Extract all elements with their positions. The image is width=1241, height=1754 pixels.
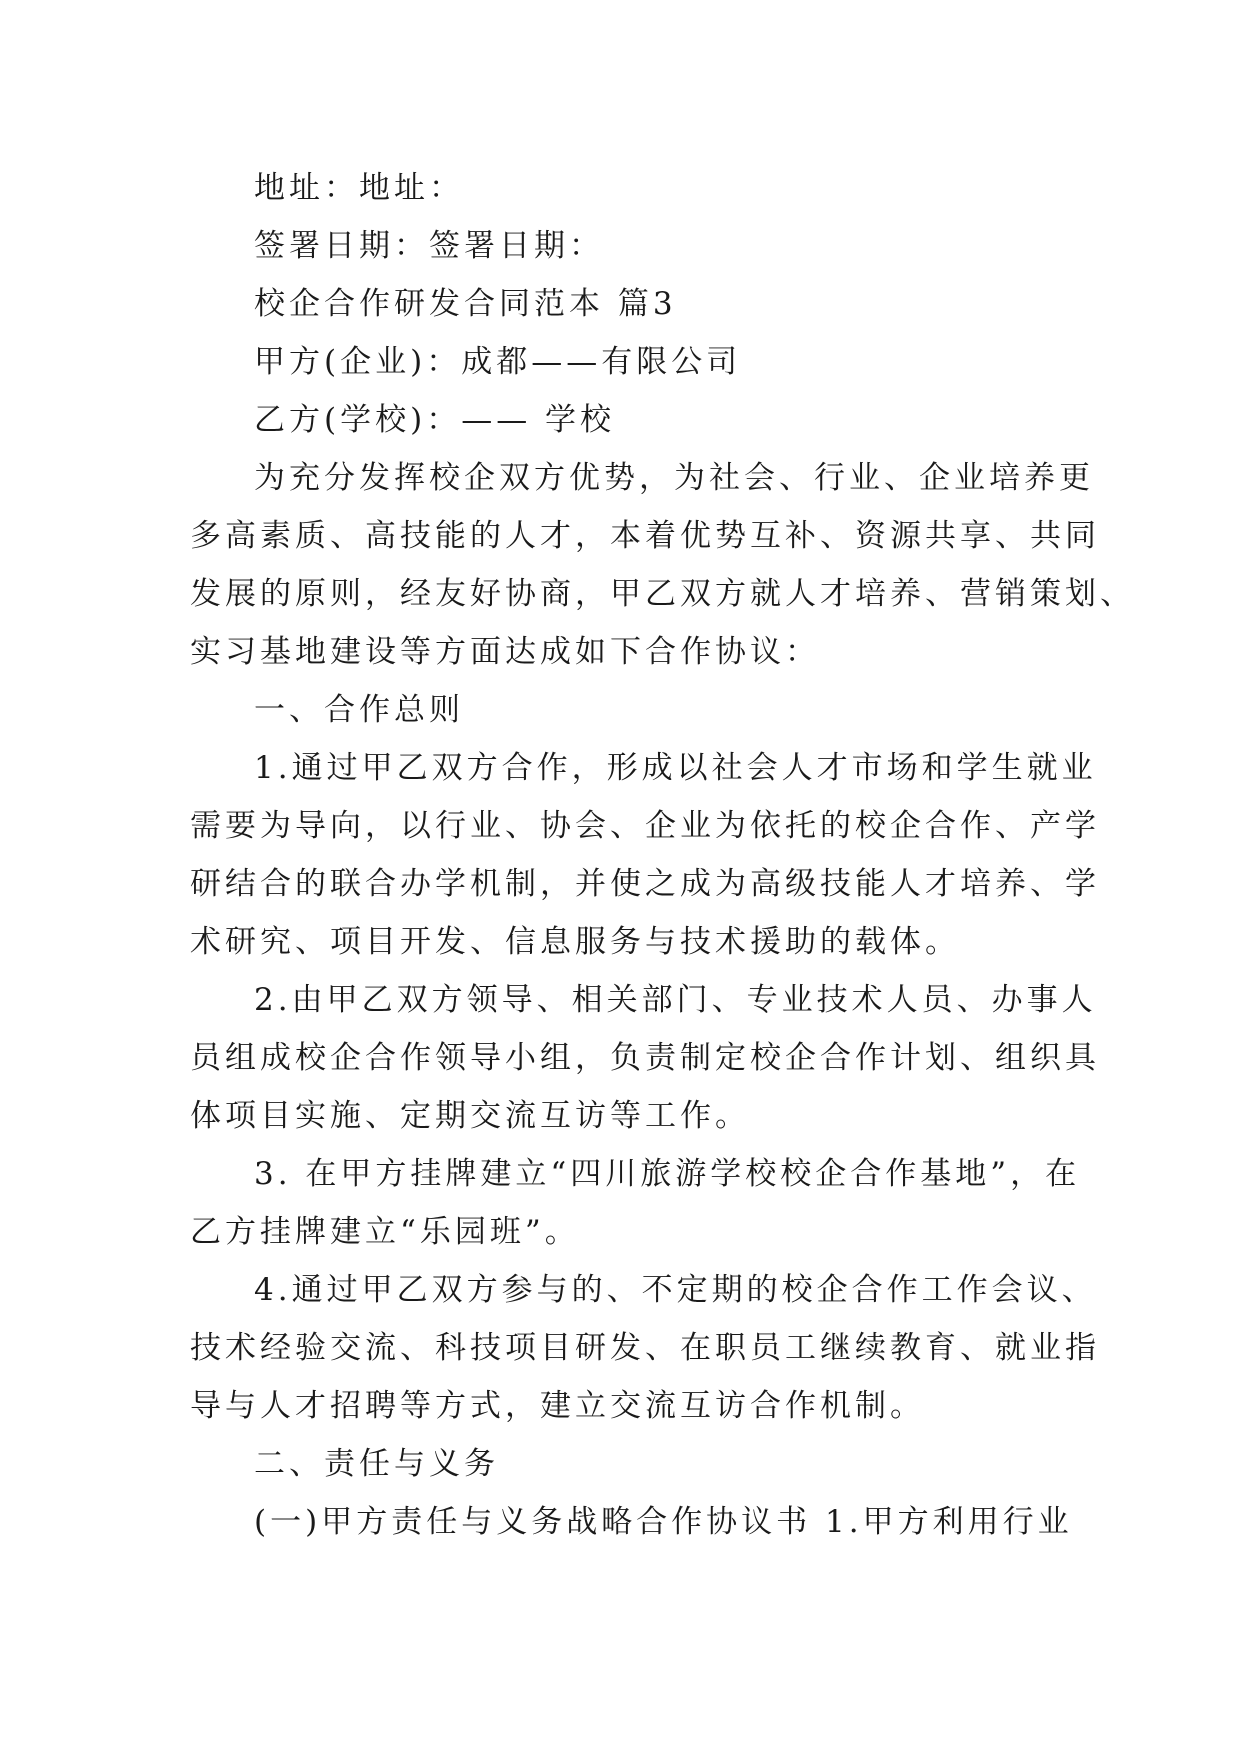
paragraph-line: 研结合的联合办学机制，并使之成为高级技能人才培养、学 bbox=[190, 866, 1100, 902]
paragraph-line: (一)甲方责任与义务战略合作协议书 1.甲方利用行业 bbox=[254, 1504, 1073, 1540]
signing-date-line: 签署日期：签署日期： bbox=[254, 228, 604, 264]
paragraph-line: 2.由甲乙双方领导、相关部门、专业技术人员、办事人 bbox=[254, 982, 1097, 1018]
section-title: 校企合作研发合同范本 篇3 bbox=[254, 286, 677, 322]
paragraph-line: 需要为导向，以行业、协会、企业为依托的校企合作、产学 bbox=[190, 808, 1100, 844]
paragraph-line: 技术经验交流、科技项目研发、在职员工继续教育、就业指 bbox=[190, 1330, 1100, 1366]
heading-general-principles: 一、合作总则 bbox=[254, 692, 464, 728]
address-line: 地址：地址： bbox=[254, 170, 464, 206]
paragraph-line: 乙方挂牌建立“乐园班”。 bbox=[190, 1214, 580, 1250]
paragraph-line: 体项目实施、定期交流互访等工作。 bbox=[190, 1098, 750, 1134]
paragraph-line: 3. 在甲方挂牌建立“四川旅游学校校企合作基地”，在 bbox=[254, 1156, 1081, 1192]
paragraph-line: 多高素质、高技能的人才，本着优势互补、资源共享、共同 bbox=[190, 518, 1100, 554]
party-a-line: 甲方(企业)：成都——有限公司 bbox=[254, 344, 742, 380]
heading-responsibilities: 二、责任与义务 bbox=[254, 1446, 499, 1482]
paragraph-line: 发展的原则，经友好协商，甲乙双方就人才培养、营销策划、 bbox=[190, 576, 1135, 612]
paragraph-line: 1.通过甲乙双方合作，形成以社会人才市场和学生就业 bbox=[254, 750, 1097, 786]
paragraph-line: 员组成校企合作领导小组，负责制定校企合作计划、组织具 bbox=[190, 1040, 1100, 1076]
paragraph-line: 术研究、项目开发、信息服务与技术援助的载体。 bbox=[190, 924, 960, 960]
paragraph-line: 为充分发挥校企双方优势，为社会、行业、企业培养更 bbox=[254, 460, 1094, 496]
paragraph-line: 4.通过甲乙双方参与的、不定期的校企合作工作会议、 bbox=[254, 1272, 1097, 1308]
paragraph-line: 实习基地建设等方面达成如下合作协议： bbox=[190, 634, 820, 670]
party-b-line: 乙方(学校)：—— 学校 bbox=[254, 402, 616, 438]
paragraph-line: 导与人才招聘等方式，建立交流互访合作机制。 bbox=[190, 1388, 925, 1424]
